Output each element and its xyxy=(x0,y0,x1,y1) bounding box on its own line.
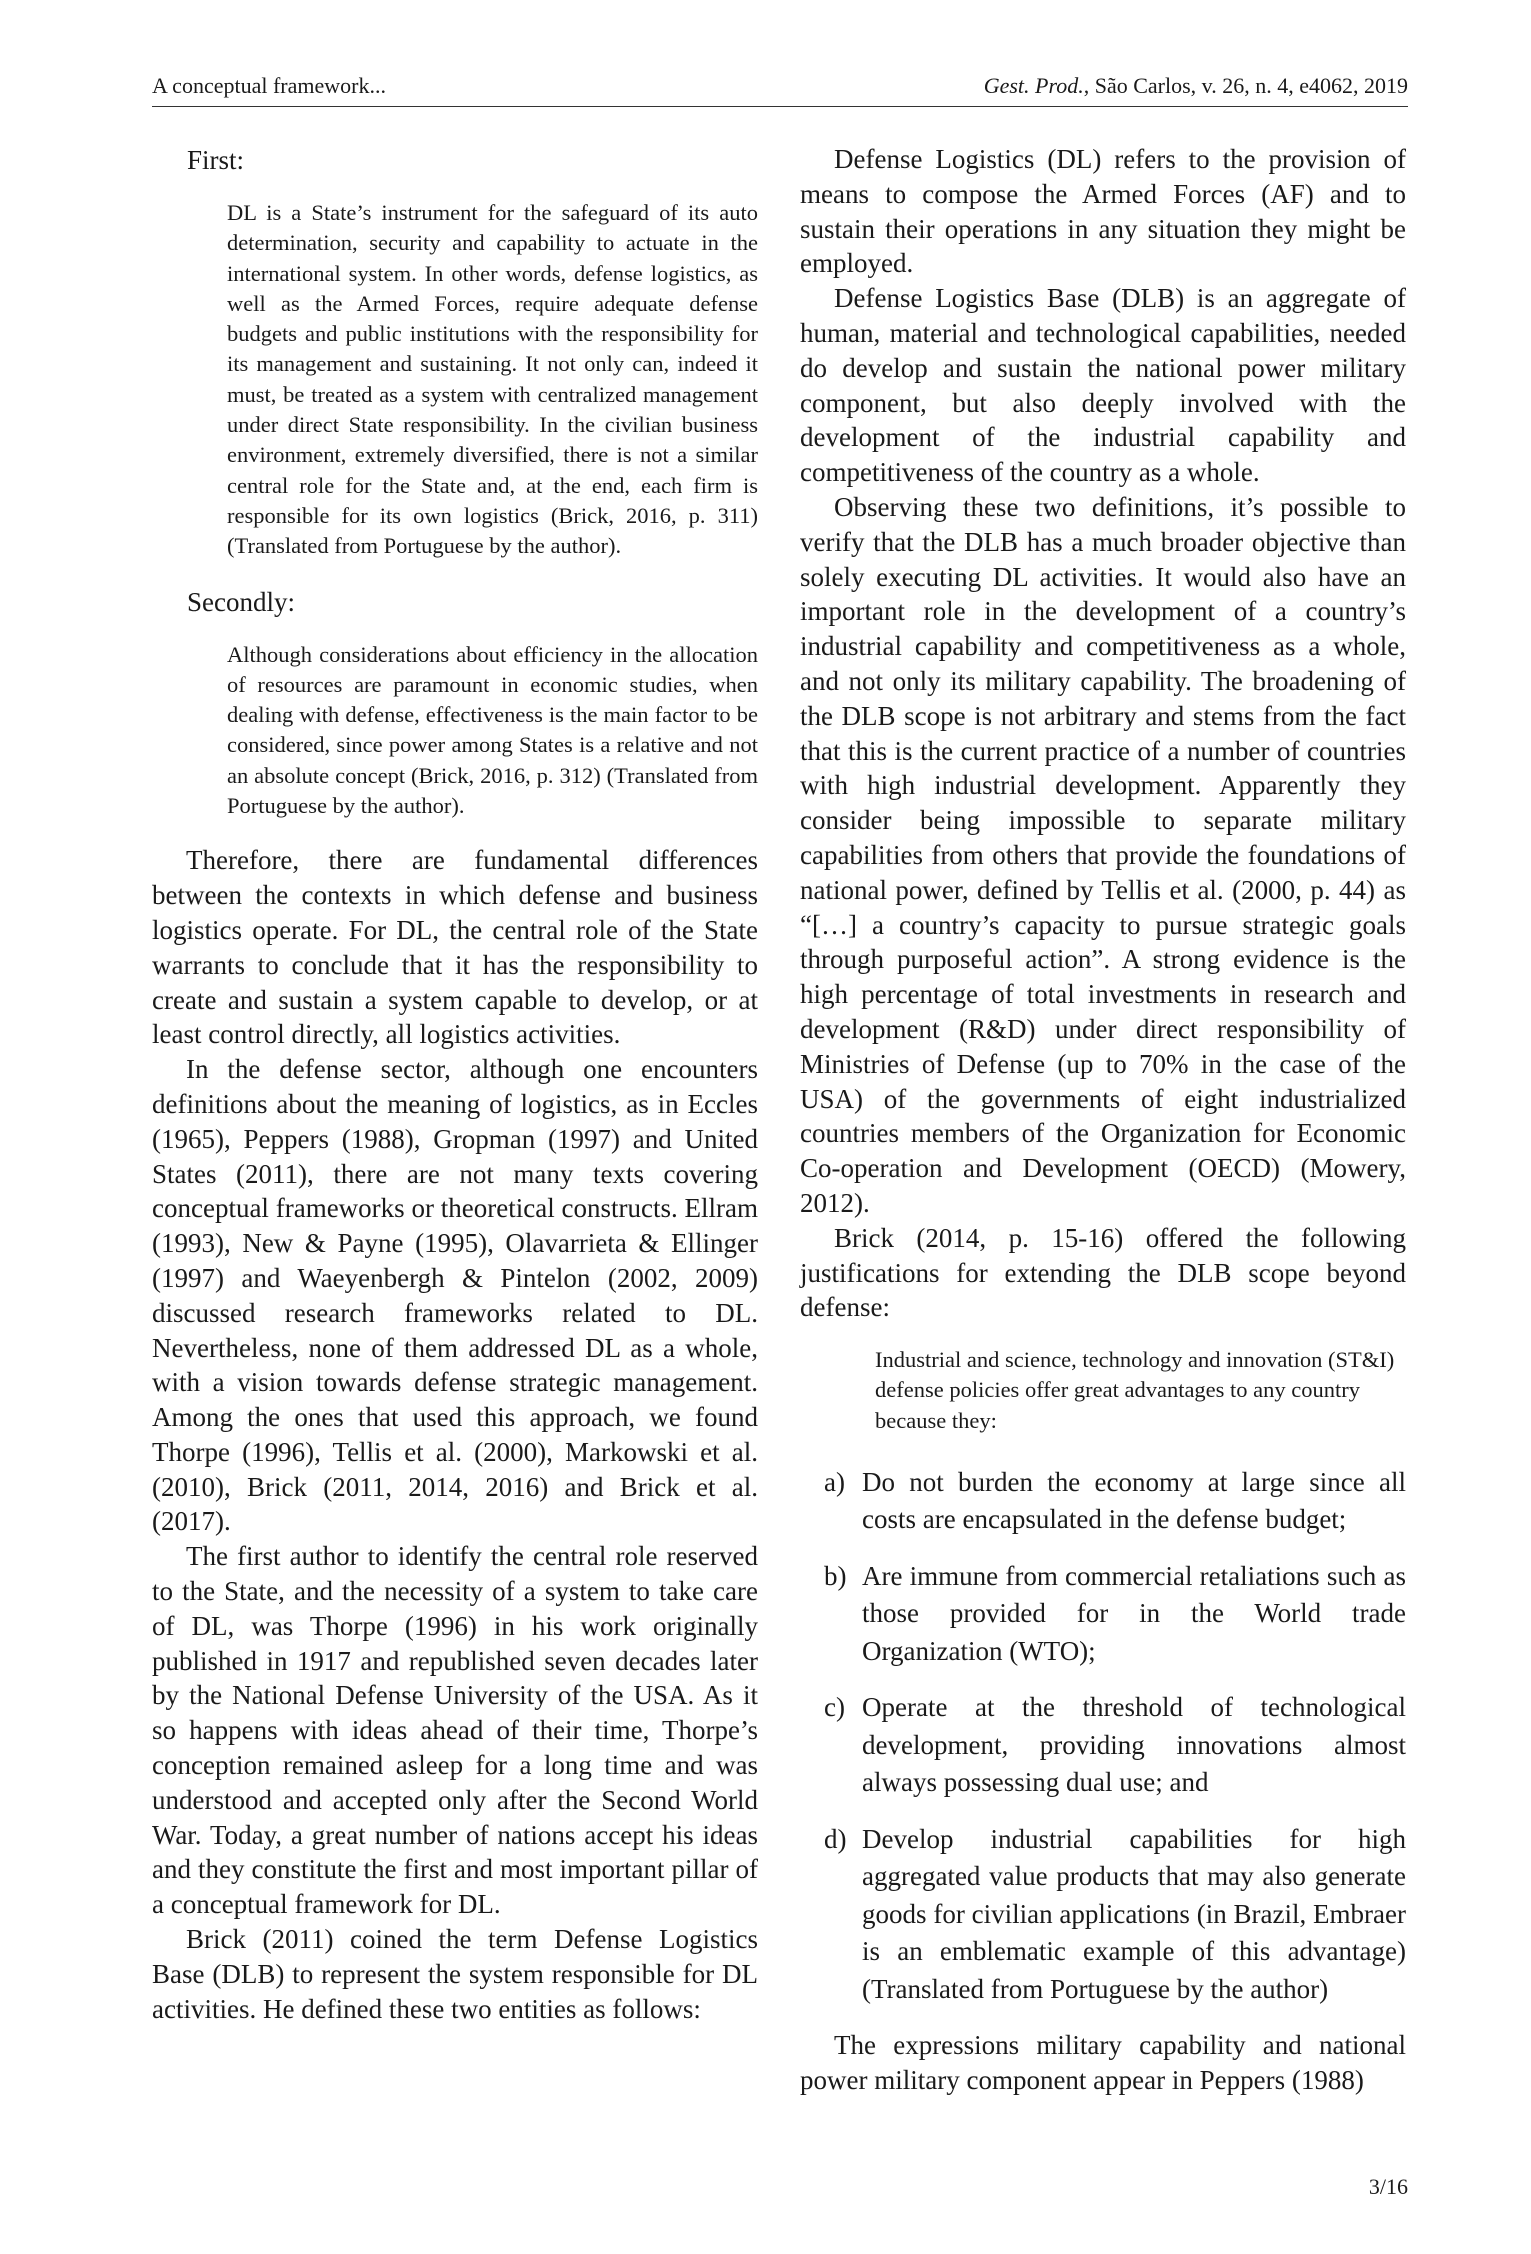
list-item-text: Are immune from commercial retaliations such as those provided for in the World trade Organization (WTO); xyxy=(862,1560,1406,1666)
running-header xyxy=(152,66,1408,107)
header-short-title: A conceptual framework... xyxy=(152,73,386,98)
header-citation xyxy=(984,66,1408,106)
right-column xyxy=(800,142,1406,2098)
body-paragraph: Therefore, there are fundamental differences between the contexts in which defense and business logistics operate. For DL, the central role of the State warrants to conclude that it has the responsibility to create and sustain a system capable to develop, or at least control directly, all logistics activities. xyxy=(152,845,758,1050)
list-item-text: Operate at the threshold of technological development, providing innovations almost always possessing dual use; and xyxy=(862,1692,1406,1798)
body-paragraph: Defense Logistics Base (DLB) is an aggregate of human, material and technological capabilities, needed do develop and sustain the national power military component, but also deeply involved with the development of the industrial capability and competitiveness of the country as a whole. xyxy=(800,283,1406,488)
block-quote-3: Industrial and science, technology and innovation (ST&I) defense policies offer great advantages to any country because they: xyxy=(875,1347,1395,1433)
list-marker: d) xyxy=(824,1823,847,1854)
list-item-text: Do not burden the economy at large since all costs are encapsulated in the defense budget; xyxy=(862,1466,1406,1535)
list-marker: a) xyxy=(824,1466,845,1497)
body-paragraph: The first author to identify the central role reserved to the State, and the necessity of a system to take care of DL, was Thorpe (1996) in his work originally published in 1917 and republished seven decades later by the National Defense University of the USA. As it so happens with ideas ahead of their time, Thorpe’s conception remained asleep for a long time and was understood and accepted only after the Second World War. Today, a great number of nations accept his ideas and they constitute the first and most important pillar of a conceptual framework for DL. xyxy=(152,1541,758,1920)
first-label: First: xyxy=(187,145,245,175)
block-quote-1: DL is a State’s instrument for the safeguard of its auto determination, security and capability to actuate in the international system. In other words, defense logistics, as well as the Armed Forces, require adequate defense budgets and public institutions with the responsibility for its management and sustaining. It not only can, indeed it must, be treated as a system with centralized management under direct State responsibility. In the civilian business environment, extremely diversified, there is not a similar central role for the State and, at the end, each firm is responsible for its own logistics (Brick, 2016, p. 311) (Translated from Portuguese by the author). xyxy=(227,200,758,559)
body-paragraph: In the defense sector, although one encounters definitions about the meaning of logistics, as in Eccles (1965), Peppers (1988), Gropman (1997) and United States (2011), there are not many texts covering conceptual frameworks or theoretical constructs. Ellram (1993), New & Payne (1995), Olavarrieta & Ellinger (1997) and Waeyenbergh & Pintelon (2002, 2009) discussed research frameworks related to DL. Nevertheless, none of them addressed DL as a whole, with a vision towards defense strategic management. Among the ones that used this approach, we found Thorpe (1996), Tellis et al. (2000), Markowski et al. (2010), Brick (2011, 2014, 2016) and Brick et al. (2017). xyxy=(152,1054,758,1537)
justification-list xyxy=(800,1464,1406,2009)
body-paragraph: Brick (2011) coined the term Defense Logistics Base (DLB) to represent the system responsible for DL activities. He defined these two entities as follows: xyxy=(152,1924,758,2024)
block-quote-2: Although considerations about efficiency in the allocation of resources are paramount in economic studies, when dealing with defense, effectiveness is the main factor to be considered, since power among States is a relative and not an absolute concept (Brick, 2016, p. 312) (Translated from Portuguese by the author). xyxy=(227,641,758,819)
list-item xyxy=(800,1464,1406,1539)
body-paragraph: Defense Logistics (DL) refers to the provision of means to compose the Armed Forces (AF) and to sustain their operations in any situation they might be employed. xyxy=(800,144,1406,279)
left-column xyxy=(152,142,758,2026)
list-item xyxy=(800,1689,1406,1802)
journal-volume: , São Carlos, v. 26, n. 4, e4062, 2019 xyxy=(1083,73,1408,98)
body-paragraph: Brick (2014, p. 15-16) offered the following justifications for extending the DLB scope beyond defense: xyxy=(800,1222,1406,1323)
list-marker: c) xyxy=(824,1692,845,1723)
journal-name: Gest. Prod. xyxy=(983,73,1084,98)
list-marker: b) xyxy=(824,1560,847,1591)
second-label: Secondly: xyxy=(187,586,295,617)
list-item-text: Develop industrial capabilities for high aggregated value products that may also generate goods for civilian applications (in Brazil, Embraer is an emblematic example of this advantage) (Translated from Portuguese by the author) xyxy=(862,1823,1406,2004)
list-item xyxy=(800,1558,1406,1671)
body-paragraph: The expressions military capability and national power military component appear in Peppers (1988) xyxy=(800,2030,1406,2096)
body-paragraph: Observing these two definitions, it’s possible to verify that the DLB has a much broader objective than solely executing DL activities. It would also have an important role in the development of a country’s industrial capability and competitiveness as a whole, and not only its military capability. The broadening of the DLB scope is not arbitrary and stems from the fact that this is the current practice of a number of countries with high industrial development. Apparently they consider being impossible to separate military capabilities from others that provide the foundations of national power, defined by Tellis et al. (2000, p. 44) as “[…] a country’s capacity to pursue strategic goals through purposeful action”. A strong evidence is the high percentage of total investments in research and development (R&D) under direct responsibility of Ministries of Defense (up to 70% in the case of the USA) of the governments of eight industrialized countries members of the Organization for Economic Co-operation and Development (OECD) (Mowery, 2012). xyxy=(800,491,1406,1218)
list-item xyxy=(800,1821,1406,2009)
page-number: 3/16 xyxy=(1368,2174,1408,2199)
